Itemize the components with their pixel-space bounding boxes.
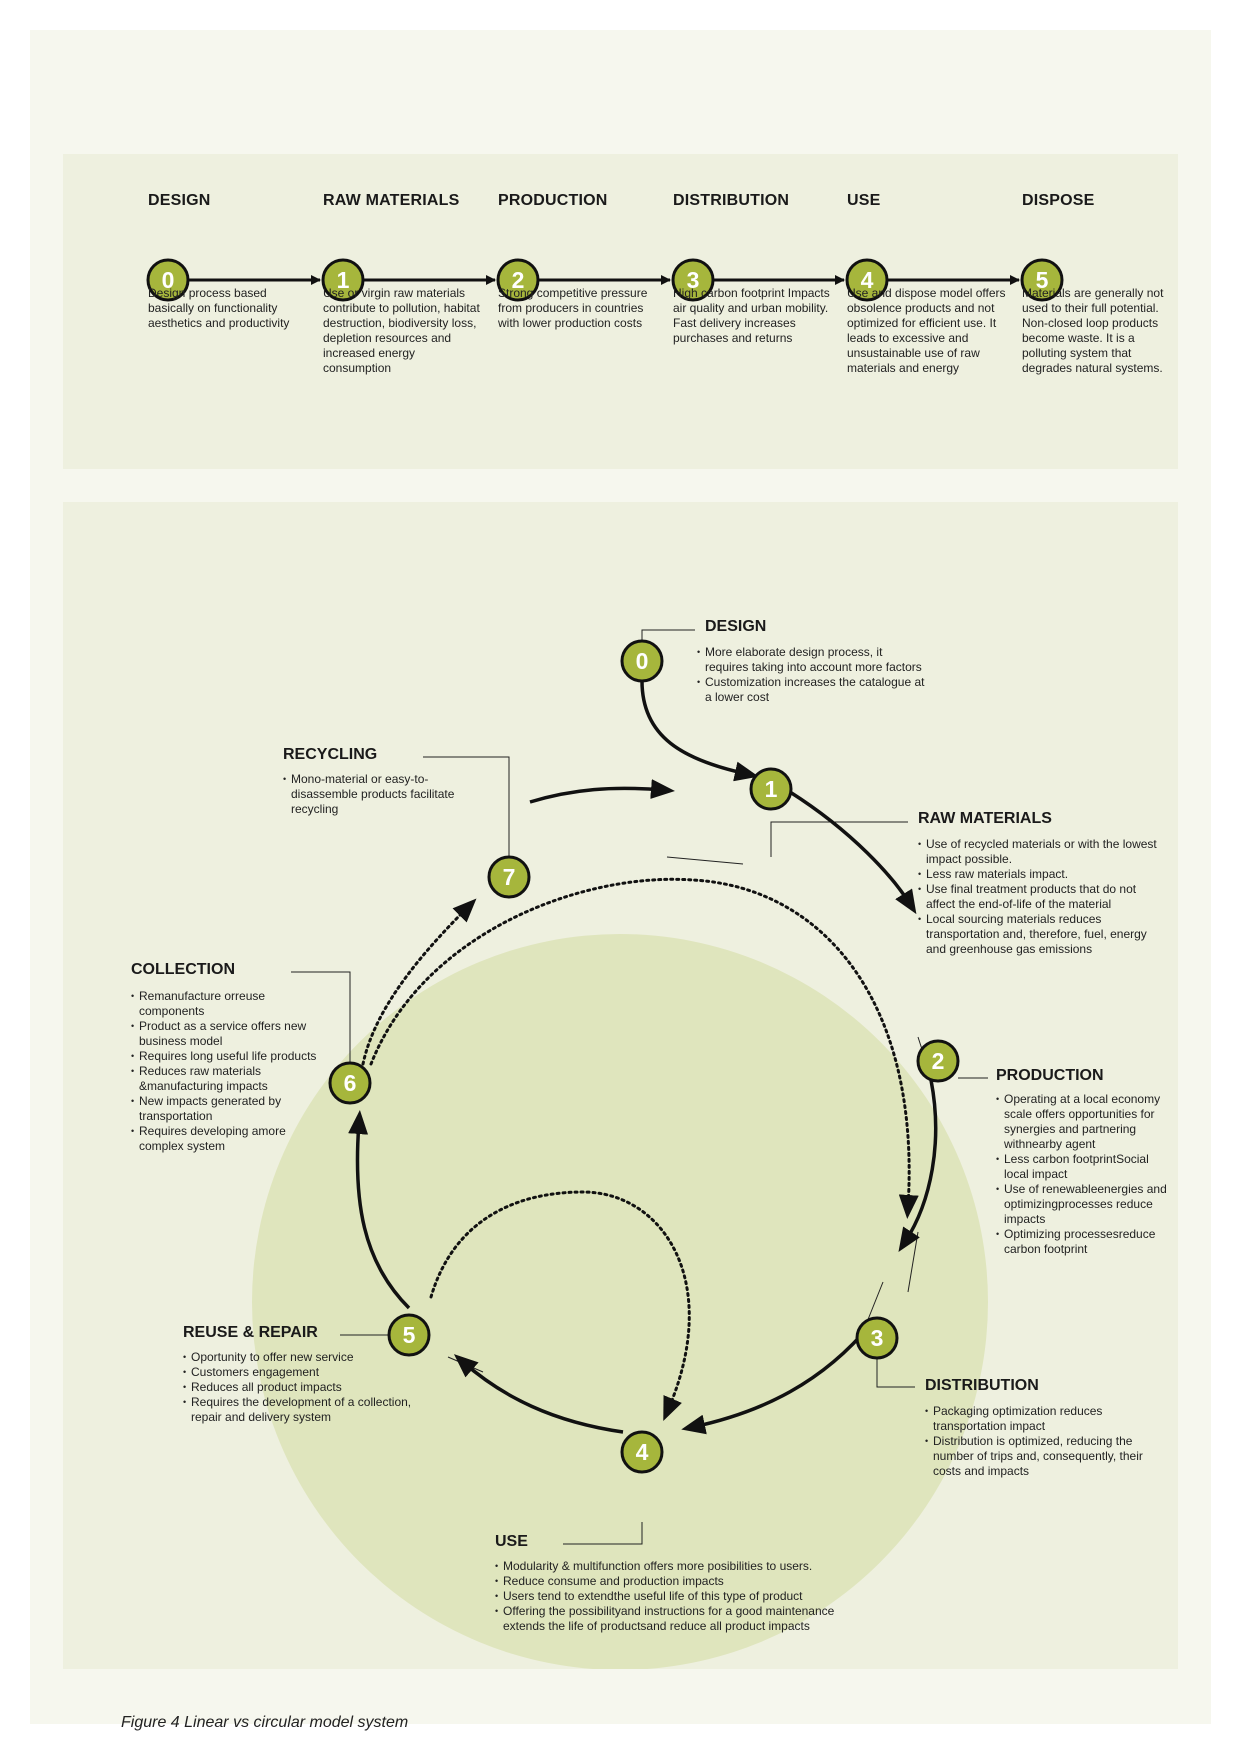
linear-stage-description: Materials are generally not used to their full potential. Non-closed loop products become waste. It is a polluting system that degrades natural systems. [1022,286,1164,375]
bullet-point: • Requires long useful life products [131,1049,326,1064]
bullet-point: • Customers engagement [183,1365,418,1380]
bullet-point: • Modularity & multifunction offers more posibilities to users. [495,1559,840,1574]
bullet-point: • Use of renewableenergies and optimizingprocesses reduce impacts [996,1182,1176,1227]
linear-stage [323,192,483,375]
linear-stage-number: 1 [336,267,350,293]
circular-description-recycling [283,772,478,817]
bullet-point: • Reduces all product impacts [183,1380,418,1395]
bullet-point: • Local sourcing materials reduces transportation and, therefore, fuel, energy and greenhouse gas emissions [918,912,1163,957]
linear-stage-title: PRODUCTION [498,192,608,209]
circular-description-use [495,1559,840,1634]
bullet-point: • Use of recycled materials or with the lowest impact possible. [918,837,1163,867]
linear-stage-description: Use and dispose model offers obsolence products and not optimized for efficient use. It leads to excessive and unsustainable use of raw materials and energy [847,286,1006,375]
bullet-point: • Optimizing processesreduce carbon footprint [996,1227,1176,1257]
linear-stage-title: DISPOSE [1022,192,1095,209]
bullet-point: • Offering the possibilityand instructions for a good maintenance extends the life of productsand reduce all product impacts [495,1604,840,1634]
linear-stage-number: 0 [161,267,175,293]
bullet-point: • Requires the development of a collection, repair and delivery system [183,1395,418,1425]
circular-label-design: DESIGN [705,618,767,635]
linear-stage [673,192,833,345]
circular-description-collection [131,989,326,1154]
circular-label-collection: COLLECTION [131,961,235,978]
bullet-point: • Customization increases the catalogue at a lower cost [697,675,927,705]
circular-node-number: 5 [402,1322,416,1348]
linear-stage-description: Design process based basically on functionality aesthetics and productivity [148,286,290,330]
linear-model-panel [63,154,1178,469]
bullet-point: • Distribution is optimized, reducing the number of trips and, consequently, their costs and impacts [925,1434,1145,1479]
circular-model-panel [63,502,1178,1669]
linear-stage [847,192,1007,375]
circular-description-reuse-repair [183,1350,418,1425]
linear-stage [498,192,658,330]
linear-stage-title: DESIGN [148,192,211,209]
bullet-point: • Reduces raw materials &manufacturing impacts [131,1064,326,1094]
bullet-point: • Less carbon footprintSocial local impact [996,1152,1176,1182]
circular-description-raw-materials [918,837,1163,957]
inner-arc-tick-4 [667,857,743,864]
circular-description-production [996,1092,1176,1257]
circular-label-production: PRODUCTION [996,1067,1104,1084]
linear-stage-number: 3 [686,267,700,293]
linear-stage-description: Strong competitive pressure from producers in countries with lower production costs [498,286,648,330]
circular-label-distribution: DISTRIBUTION [925,1377,1039,1394]
bullet-point: • New impacts generated by transportation [131,1094,326,1124]
bullet-point: • More elaborate design process, it requires taking into account more factors [697,645,927,675]
circular-label-raw-materials: RAW MATERIALS [918,810,1052,827]
figure-caption: Figure 4 Linear vs circular model system [121,1714,409,1731]
arrow-recycling-to-raw [530,788,663,802]
circular-node-number: 7 [502,864,516,890]
circular-node-number: 6 [343,1070,357,1096]
bullet-point: • Packaging optimization reduces transportation impact [925,1404,1145,1434]
bullet-point: • Requires developing amore complex system [131,1124,326,1154]
circular-label-use: USE [495,1533,528,1550]
circular-label-recycling: RECYCLING [283,746,378,763]
linear-stage [1022,192,1182,375]
linear-stage-description: Use or virgin raw materials contribute to pollution, habitat destruction, biodiversity loss, depletion resources and increased energy consumption [323,286,480,375]
linear-stage-number: 5 [1035,267,1049,293]
bullet-point: • Less raw materials impact. [918,867,1163,882]
bullet-point: • Remanufacture orreuse components [131,989,326,1019]
bullet-point: • Oportunity to offer new service [183,1350,418,1365]
circular-description-distribution [925,1404,1145,1479]
linear-stage-number: 2 [511,267,525,293]
linear-stage-title: USE [847,192,881,209]
circular-node-number: 1 [764,776,778,802]
linear-stage-number: 4 [860,267,874,293]
circular-label-reuse-repair: REUSE & REPAIR [183,1324,318,1341]
circular-description-design [697,645,927,705]
page [30,30,1211,1731]
circular-node-number: 2 [931,1048,945,1074]
linear-stage-description: High carbon footprint Impacts air quality and urban mobility. Fast delivery increases purchases and returns [673,286,830,345]
arrow-raw-to-production [790,792,910,904]
bullet-point: • Reduce consume and production impacts [495,1574,840,1589]
linear-stage-title: DISTRIBUTION [673,192,790,209]
bullet-point: • Mono-material or easy-to-disassemble products facilitate recycling [283,772,478,817]
circular-node-number: 3 [870,1325,884,1351]
circular-node-number: 4 [635,1439,649,1465]
bullet-point: • Product as a service offers new business model [131,1019,326,1049]
linear-stage-title: RAW MATERIALS [323,192,460,209]
bullet-point: • Operating at a local economy scale offers opportunities for synergies and partnering withnearby agent [996,1092,1176,1152]
bullet-point: • Users tend to extendthe useful life of this type of product [495,1589,840,1604]
circular-node-number: 0 [635,648,649,674]
linear-stage [148,192,308,330]
bullet-point: • Use final treatment products that do not affect the end-of-life of the material [918,882,1163,912]
